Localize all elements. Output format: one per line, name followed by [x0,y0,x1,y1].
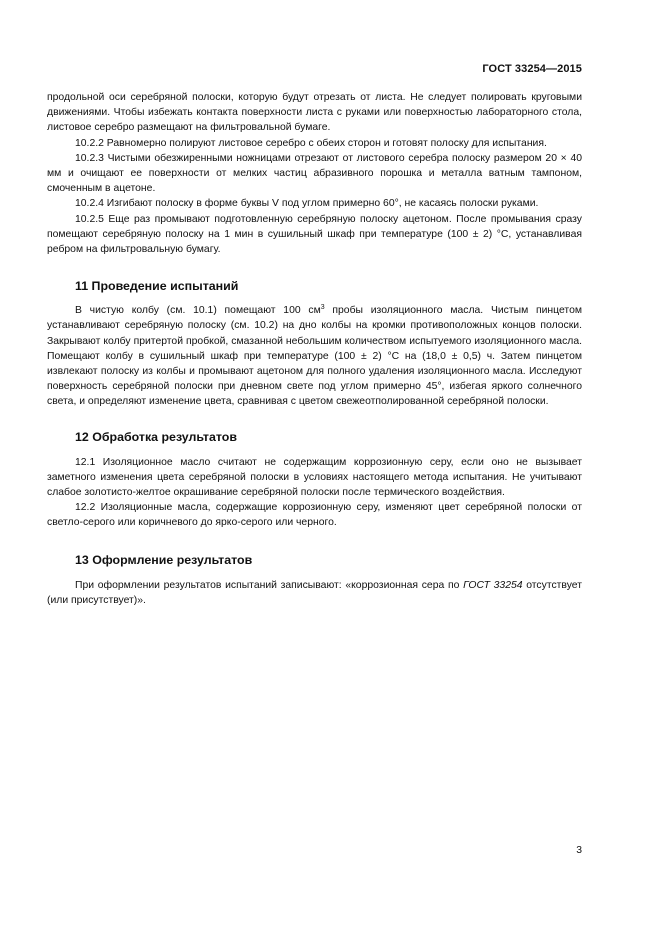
standard-reference: ГОСТ 33254 [463,579,523,591]
section10-continuation: продольной оси серебряной полоски, которую будут отрезать от листа. Не следует полировать круговыми движениями. Чтобы избежать контакта поверхности листа с руками или поверхностью лабораторного стола, листовое серебро размещают на фильтровальной бумаге. [47,92,582,134]
section-11-text-rest: пробы изоляционного масла. Чистым пинцетом устанавливают серебряную полоску (см. 10.2) на дно колбы на кромки противоположных концов полоски. Закрывают колбу притертой пробкой, смазанной небольшим количеством испытуемого изоляционного масла. Помещают колбу в сушильный шкаф при температуре (100 ± 2) °С на (18,0 ± 0,5) ч. Затем пинцетом извлекают полоску из колбы и промывают ацетоном для полного удаления изоляционного масла. Исследуют поверхность серебряной полоски при дневном свете под углом примерно 45°, избегая яркого солнечного света, и определяют изменение цвета, сравнивая с цветом свежеотполированной серебряной полоски. [47,305,582,408]
section-13-text-start: При оформлении результатов испытаний записывают: «коррозионная сера по [75,579,464,591]
section-11-paragraph [47,303,582,409]
paragraph-10-2-5: 10.2.5 Еще раз промывают подготовленную серебряную полоску ацетоном. После промывания сразу помещают серебряную полоску на 1 мин в сушильный шкаф при температуре (100 ± 2) °С, устанавливая ребром на фильтровальную бумагу. [47,213,582,256]
section-13-paragraph [47,578,582,608]
page-number: 3 [576,845,582,856]
cubic-superscript: 3 [320,304,325,312]
section-12-heading: 12 Обработка результатов [75,429,237,444]
paragraph-10-2-3: 10.2.3 Чистыми обезжиренными ножницами отрезают от листового серебра полоску размером 20 × 40 мм и очищают ее поверхности от мелких частиц абразивного порошка и металла ватным тампоном, смоченным в ацетоне. [47,152,582,195]
paragraph-12-1: 12.1 Изоляционное масло считают не содержащим коррозионную серу, если оно не вызывает заметного изменения цвета серебряной полоски в условиях настоящего метода испытания. Не учитывают слабое золотисто-желтое окрашивание серебряной полоски после термического воздействия. [47,456,582,499]
paragraph-12-2: 12.2 Изоляционные масла, содержащие коррозионную серу, изменяют цвет серебряной полоски от светло-серого или коричневого до ярко-серого или черного. [47,502,582,529]
paragraph-10-2-2: 10.2.2 Равномерно полируют листовое серебро с обеих сторон и готовят полоску для испытания. [75,137,547,149]
section-13-text-end: отсутствует (или присутствует)». [47,579,582,606]
section-11-heading: 11 Проведение испытаний [75,279,239,294]
section-13-heading: 13 Оформление результатов [75,552,253,567]
standard-header: ГОСТ 33254—2015 [482,63,582,75]
section-11-text-start: В чистую колбу (см. 10.1) помещают 100 см [75,305,321,317]
paragraph-10-2-4: 10.2.4 Изгибают полоску в форме буквы V под углом примерно 60°, не касаясь полоски руками. [75,198,539,210]
document-body [47,90,582,608]
